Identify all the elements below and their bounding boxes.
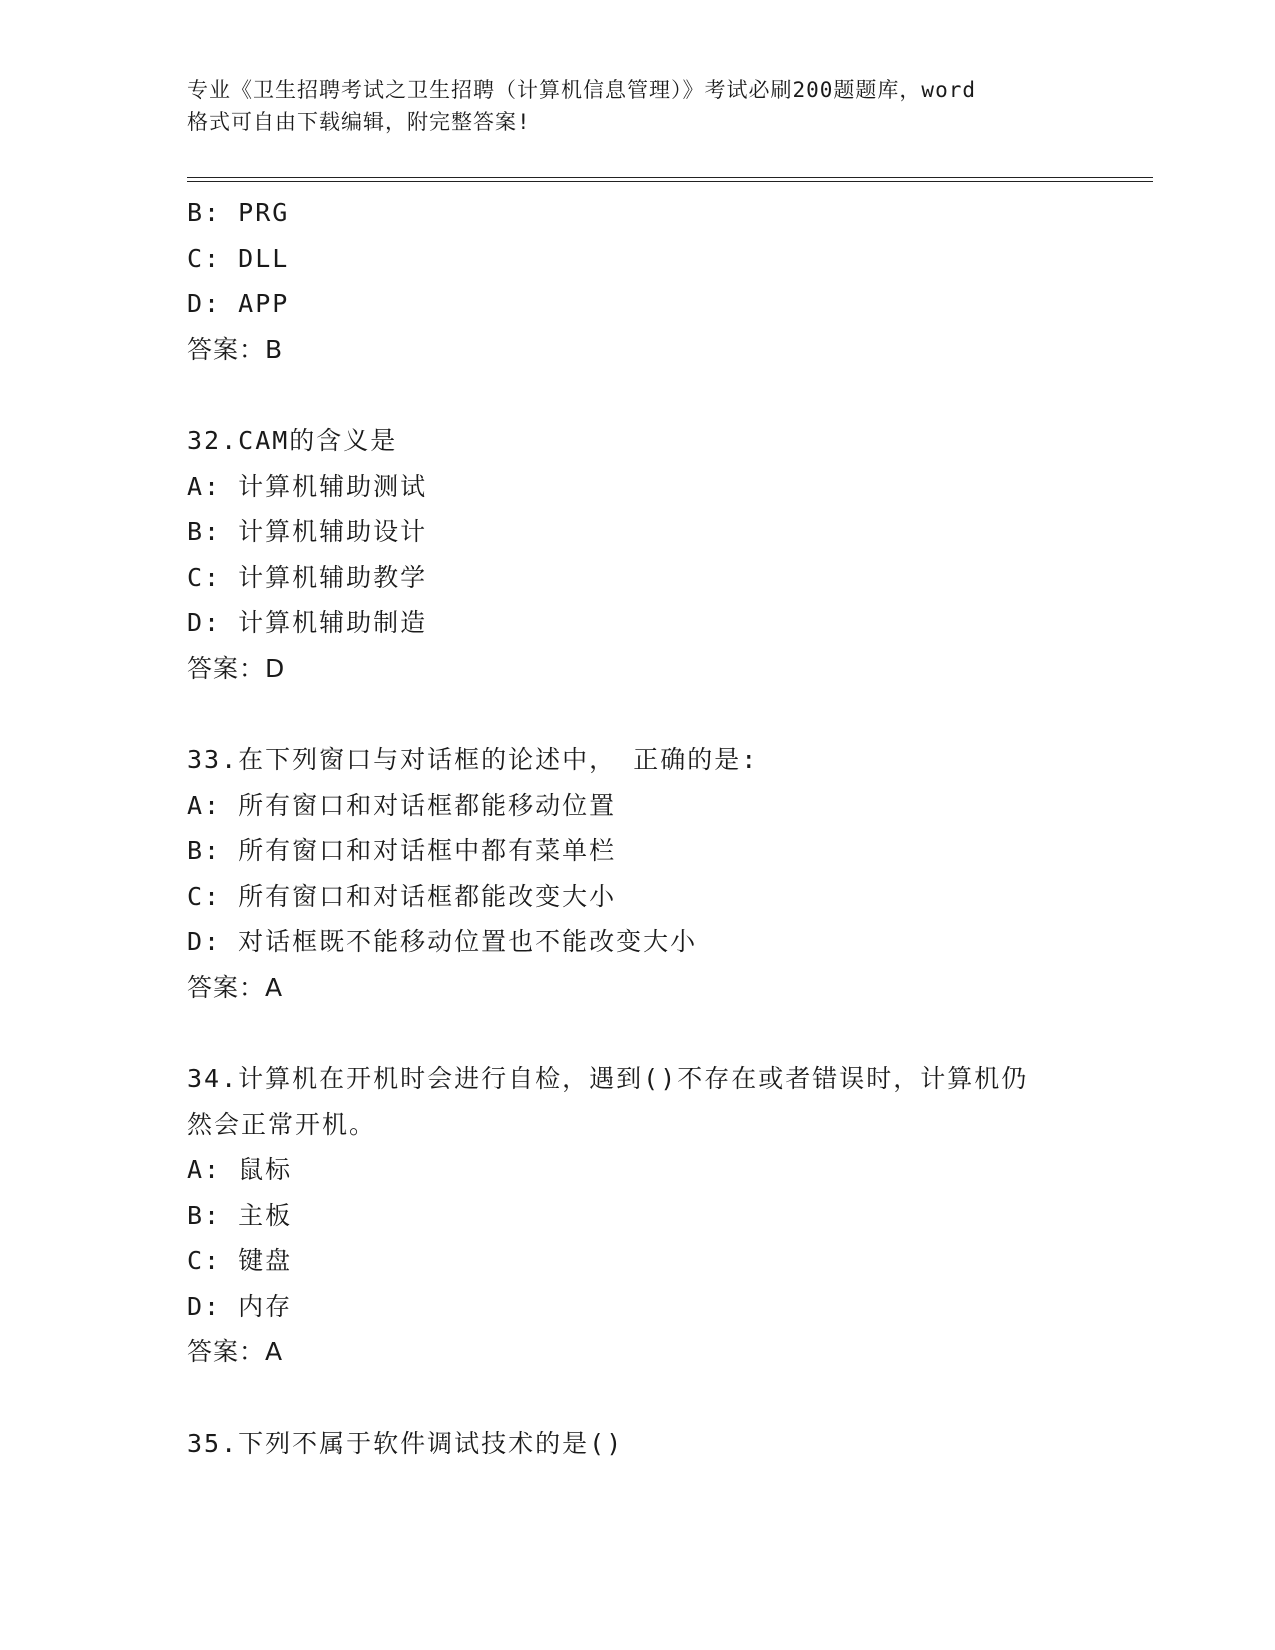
question-text-line-1: 34.计算机在开机时会进行自检，遇到()不存在或者错误时，计算机仍 [187,1064,1029,1093]
option-d: D: 内存 [187,1291,293,1321]
option-c: C: 计算机辅助教学 [187,562,428,592]
answer: 答案：A [187,1337,284,1366]
header-line-1: 专业《卫生招聘考试之卫生招聘（计算机信息管理）》考试必刷200题题库，word [187,78,976,102]
question-text-line-2: 然会正常开机。 [187,1109,377,1139]
header-divider-top [187,177,1153,178]
option-c: C: DLL [187,243,290,273]
option-c: C: 键盘 [187,1246,293,1275]
answer: 答案：B [187,334,284,364]
spacer [187,1375,1087,1421]
document-header [187,74,1087,138]
spacer [187,1010,1087,1056]
option-b: B: 计算机辅助设计 [187,517,428,546]
question-33 [187,737,1087,1010]
answer: 答案：A [187,972,284,1002]
question-35 [187,1421,1087,1467]
question-31 [187,190,1087,372]
question-list [187,190,1087,1466]
option-d: D: 计算机辅助制造 [187,608,428,637]
option-b: B: PRG [187,198,290,227]
question-text: 33.在下列窗口与对话框的论述中， 正确的是: [187,745,759,774]
answer: 答案：D [187,653,286,683]
option-b: B: 主板 [187,1200,293,1230]
option-c: C: 所有窗口和对话框都能改变大小 [187,881,617,911]
question-text: 32.CAM的含义是 [187,426,398,455]
question-34 [187,1056,1087,1375]
option-a: A: 所有窗口和对话框都能移动位置 [187,790,617,820]
option-b: B: 所有窗口和对话框中都有菜单栏 [187,836,617,865]
question-text: 35.下列不属于软件调试技术的是() [187,1428,624,1458]
spacer [187,372,1087,418]
header-line-2: 格式可自由下载编辑，附完整答案! [187,110,531,134]
option-d: D: APP [187,289,290,318]
option-a: A: 鼠标 [187,1155,293,1184]
option-a: A: 计算机辅助测试 [187,471,428,501]
option-d: D: 对话框既不能移动位置也不能改变大小 [187,927,698,956]
header-divider-bottom [187,181,1153,182]
spacer [187,691,1087,737]
question-32 [187,418,1087,691]
